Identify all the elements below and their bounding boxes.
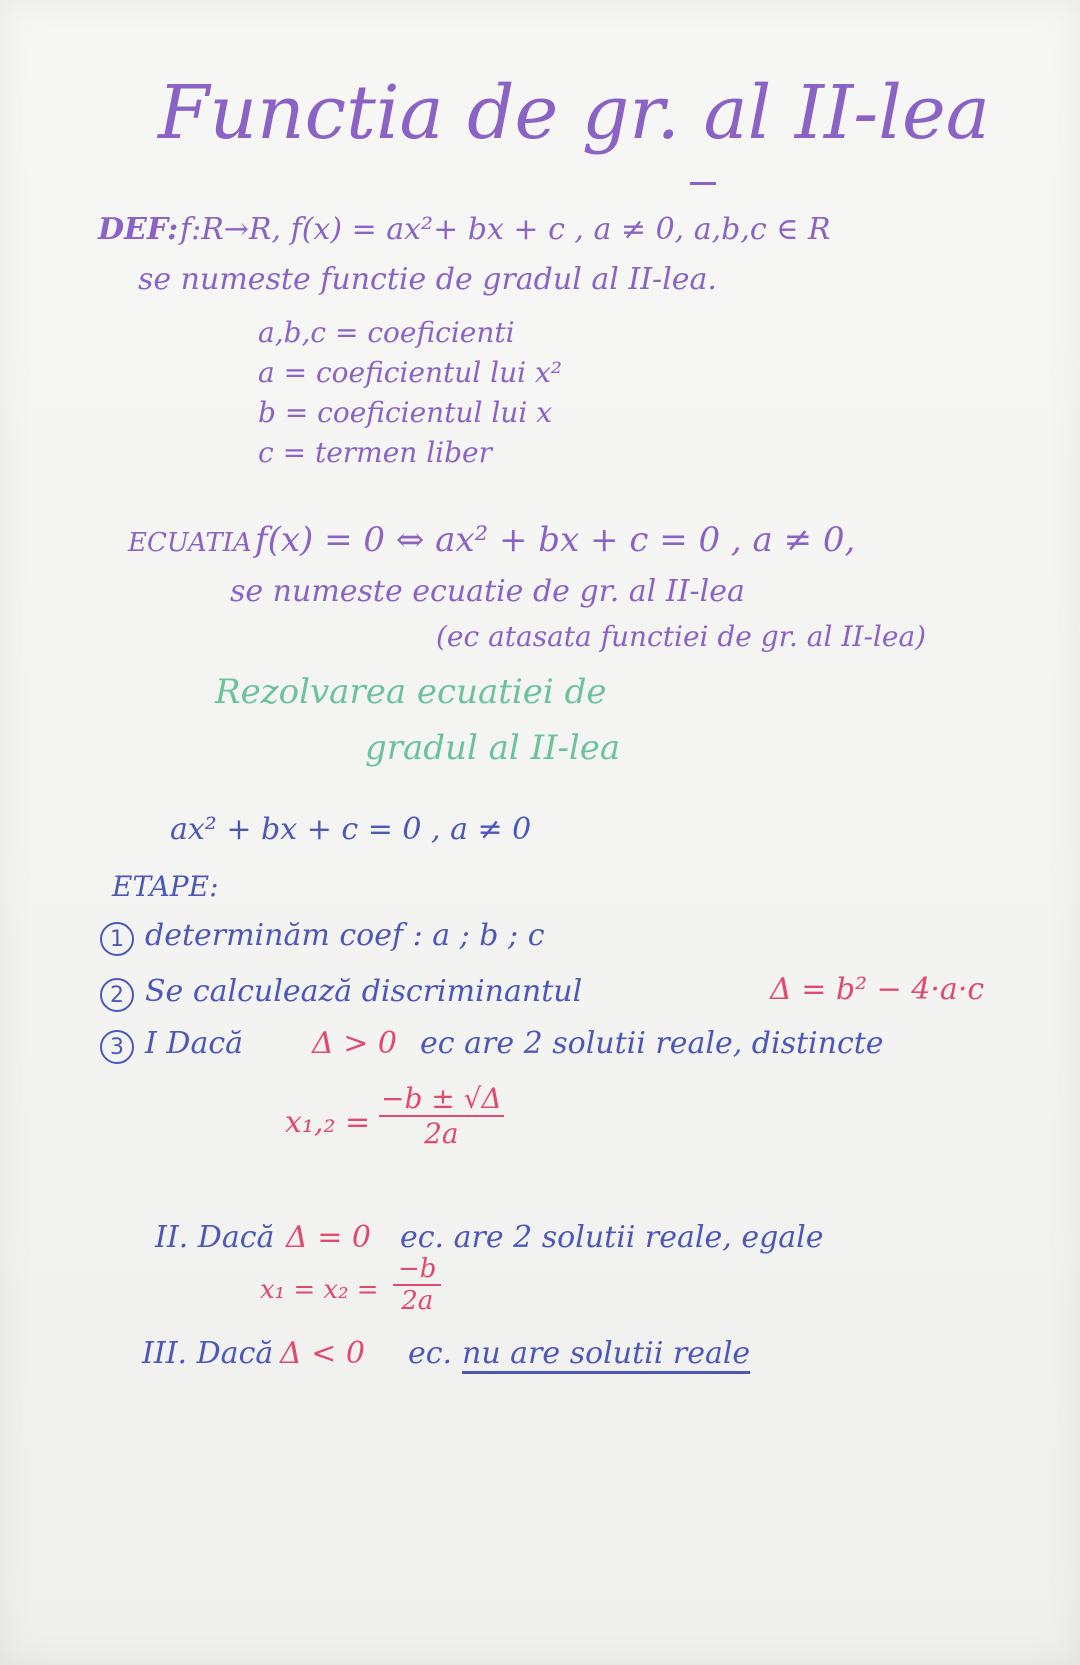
case-1-numerator: −b ± √Δ bbox=[381, 1082, 502, 1115]
case-1-fraction bbox=[375, 1082, 508, 1150]
step-3-marker: 3 bbox=[100, 1030, 134, 1064]
steps-label: ETAPE: bbox=[112, 870, 219, 903]
equation-statement: f(x) = 0 ⇔ ax² + bx + c = 0 , a ≠ 0, bbox=[255, 520, 856, 560]
equation-label: ECUATIA bbox=[128, 528, 252, 558]
case-1-condition: Δ > 0 bbox=[312, 1026, 397, 1061]
resolution-heading-1: Rezolvarea ecuatiei de bbox=[215, 672, 607, 712]
case-3-ec: ec. bbox=[408, 1336, 453, 1371]
case-1-lhs: x₁,₂ = bbox=[285, 1105, 371, 1140]
equation-note: (ec atasata functiei de gr. al II-lea) bbox=[436, 620, 927, 653]
case-2-condition: Δ = 0 bbox=[286, 1220, 371, 1255]
definition-label: DEF: bbox=[98, 212, 179, 247]
quadratic-equation: ax² + bx + c = 0 , a ≠ 0 bbox=[170, 812, 532, 847]
case-2-result: ec. are 2 solutii reale, egale bbox=[400, 1220, 824, 1255]
discriminant-formula: Δ = b² − 4·a·c bbox=[770, 972, 985, 1007]
case-3-condition: Δ < 0 bbox=[280, 1336, 365, 1371]
case-1-result: ec are 2 solutii reale, distincte bbox=[420, 1026, 884, 1061]
definition-text: se numeste functie de gradul al II-lea. bbox=[138, 262, 717, 297]
case-3-result: nu are solutii reale bbox=[462, 1336, 751, 1371]
case-2-denominator: 2a bbox=[401, 1286, 434, 1316]
step-2-marker: 2 bbox=[100, 978, 134, 1012]
case-2-intro: II. Dacă bbox=[155, 1220, 275, 1255]
step-1-marker: 1 bbox=[100, 922, 134, 956]
case-3-intro: III. Dacă bbox=[142, 1336, 274, 1371]
case-1-denominator: 2a bbox=[424, 1117, 459, 1150]
coefficient-line-3: b = coeficientul lui x bbox=[258, 396, 552, 429]
case-2-numerator: −b bbox=[398, 1254, 437, 1284]
step-2-text: Se calculează discriminantul bbox=[145, 974, 583, 1009]
equation-name: se numeste ecuatie de gr. al II-lea bbox=[230, 574, 745, 609]
coefficient-line-4: c = termen liber bbox=[258, 436, 492, 469]
step-1-text: determinăm coef : a ; b ; c bbox=[145, 918, 545, 953]
definition-function: f:R→R, f(x) = ax²+ bx + c , a ≠ 0, a,b,c ∈ R bbox=[180, 212, 831, 247]
title-underline bbox=[690, 182, 716, 185]
case-1-intro: I Dacă bbox=[145, 1026, 244, 1061]
page-title: Functia de gr. al II-lea bbox=[158, 70, 990, 156]
case-2-fraction bbox=[392, 1254, 442, 1316]
resolution-heading-2: gradul al II-lea bbox=[365, 728, 621, 768]
coefficient-line-1: a,b,c = coeficienti bbox=[258, 316, 515, 349]
case-2-lhs: x₁ = x₂ = bbox=[260, 1275, 379, 1305]
coefficient-line-2: a = coeficientul lui x² bbox=[258, 356, 562, 389]
